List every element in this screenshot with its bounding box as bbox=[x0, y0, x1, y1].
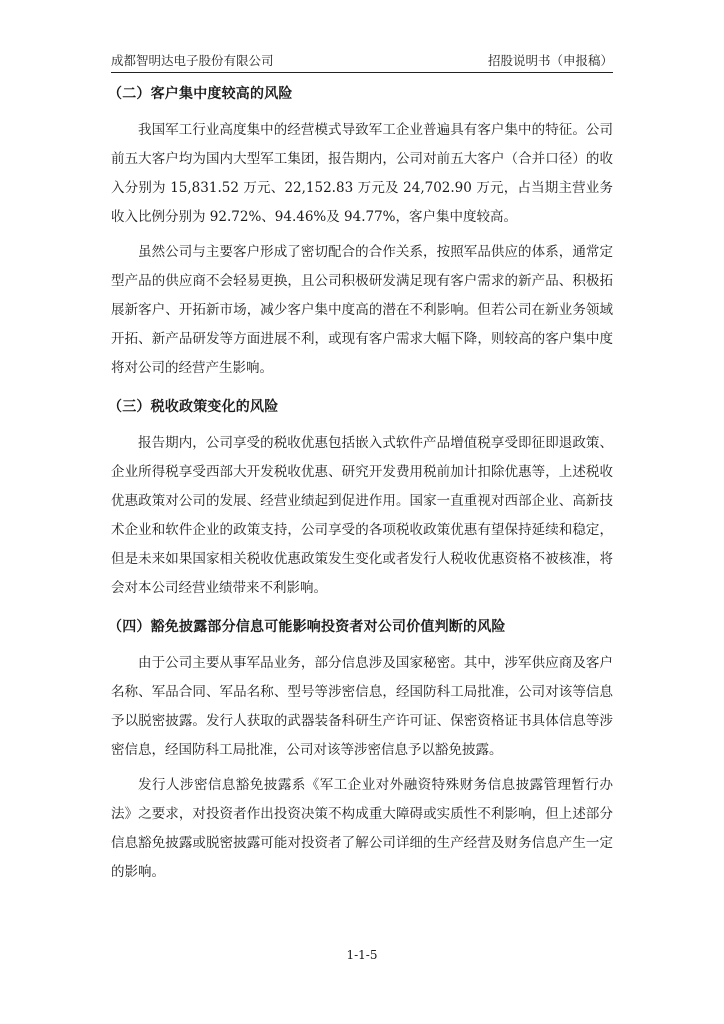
header-company: 成都智明达电子股份有限公司 bbox=[111, 53, 274, 68]
paragraph: 我国军工行业高度集中的经营模式导致军工企业普遍具有客户集中的特征。公司前五大客户均为国内大型军工集团，报告期内，公司对前五大客户（合并口径）的收入分别为 15,831.52 万元、22,152.83 万元及 24,702.90 万元，占当期主营业务收入比例分别为 92.72%、94.46%及 94.77%，客户集中度较高。 bbox=[111, 122, 613, 225]
section-customer-concentration bbox=[108, 84, 613, 383]
header-doc-title: 招股说明书（申报稿） bbox=[487, 53, 613, 68]
section-heading: （二）客户集中度较高的风险 bbox=[108, 86, 293, 102]
page-body bbox=[108, 84, 613, 893]
paragraph: 虽然公司与主要客户形成了密切配合的合作关系，按照军品供应的体系，通常定型产品的供应商不会轻易更换，且公司积极研发满足现有客户需求的新产品、积极拓展新客户、开拓新市场，减少客户集中度高的潜在不利影响。但若公司在新业务领域开拓、新产品研发等方面进展不利，或现有客户需求大幅下降，则较高的客户集中度将对公司的经营产生影响。 bbox=[111, 244, 613, 376]
page-number: 1-1-5 bbox=[346, 948, 378, 962]
paragraph: 报告期内，公司享受的税收优惠包括嵌入式软件产品增值税享受即征即退政策、企业所得税享受西部大开发税收优惠、研究开发费用税前加计扣除优惠等，上述税收优惠政策对公司的发展、经营业绩起到促进作用。国家一直重视对西部企业、高新技术企业和软件企业的政策支持，公司享受的各项税收政策优惠有望保持延续和稳定，但是未来如果国家相关税收优惠政策发生变化或者发行人税收优惠资格不被核准，将会对本公司经营业绩带来不利影响。 bbox=[111, 435, 613, 596]
page-header bbox=[111, 50, 613, 73]
section-heading: （三）税收政策变化的风险 bbox=[108, 399, 279, 415]
section-tax-policy bbox=[108, 397, 613, 603]
paragraph: 发行人涉密信息豁免披露系《军工企业对外融资特殊财务信息披露管理暂行办法》之要求，对投资者作出投资决策不构成重大障碍或实质性不利影响，但上述部分信息豁免披露或脱密披露可能对投资者了解公司详细的生产经营及财务信息产生一定的影响。 bbox=[111, 777, 613, 880]
paragraph: 由于公司主要从事军品业务，部分信息涉及国家秘密。其中，涉军供应商及客户名称、军品合同、军品名称、型号等涉密信息，经国防科工局批准，公司对该等信息予以脱密披露。发行人获取的武器装备科研生产许可证、保密资格证书具体信息等涉密信息，经国防科工局批准，公司对该等涉密信息予以豁免披露。 bbox=[111, 655, 613, 758]
section-disclosure-exemption bbox=[108, 617, 613, 887]
section-heading: （四）豁免披露部分信息可能影响投资者对公司价值判断的风险 bbox=[108, 619, 506, 635]
